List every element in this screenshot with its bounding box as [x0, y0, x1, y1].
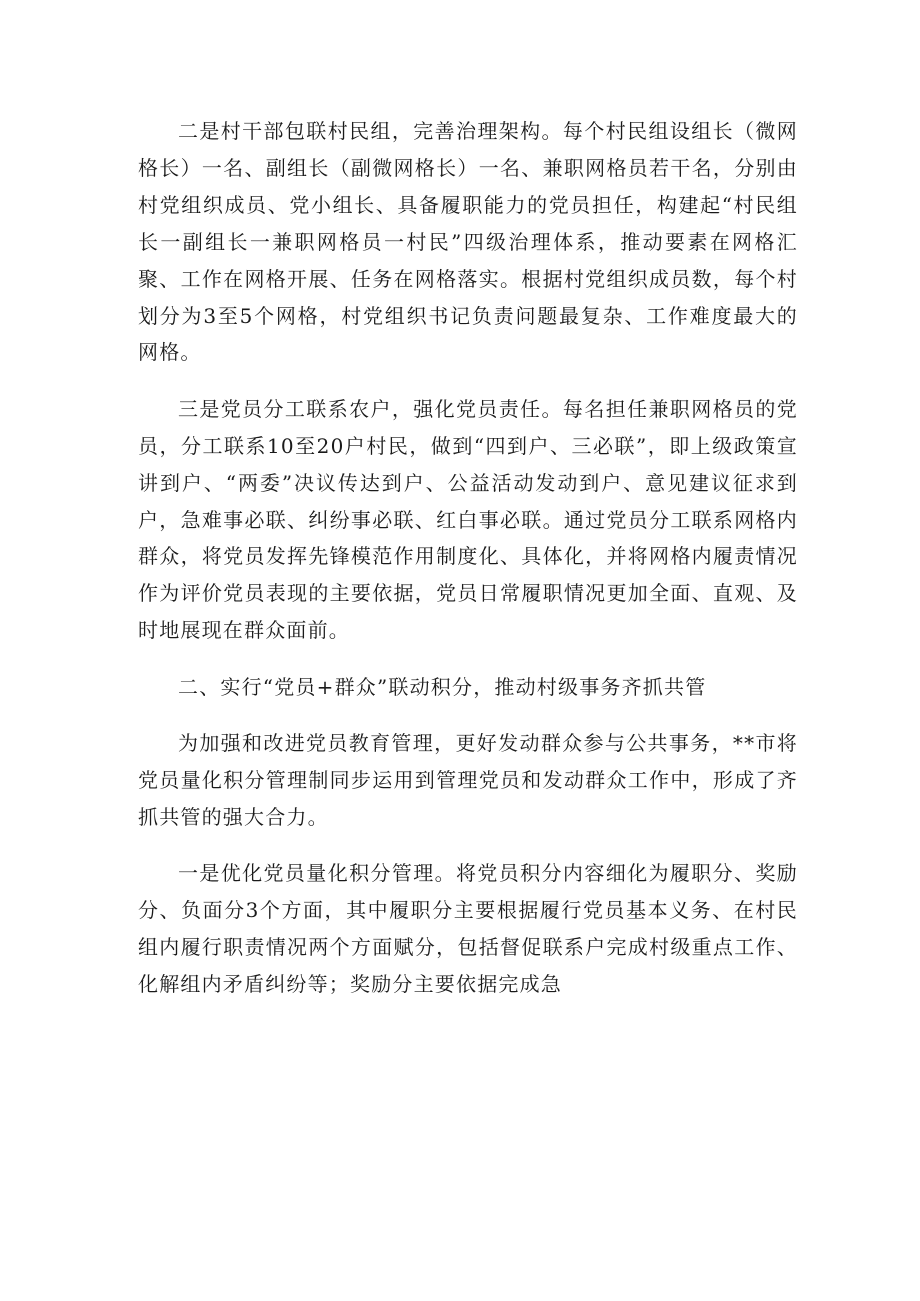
section-heading-points: 二、实行“党员+群众”联动积分，推动村级事务齐抓共管: [178, 674, 707, 699]
paragraph-village-cadre-grid: 二是村干部包联村民组，完善治理架构。每个村民组设组长（微网格长）一名、副组长（副微网格长）一名、兼职网格员若干名，分别由村党组织成员、党小组长、具备履职能力的党员担任，构建起“村民组长一副组长一兼职网格员一村民”四级治理体系，推动要素在网格汇聚、工作在网格开展、任务在网格落实。根据村党组织成员数，每个村划分为3至5个网格，村党组织书记负责问题最复杂、工作难度最大的网格。: [138, 119, 798, 365]
paragraph-points-management: 一是优化党员量化积分管理。将党员积分内容细化为履职分、奖励分、负面分3个方面，其中履职分主要根据履行党员基本义务、在村民组内履行职责情况两个方面赋分，包括督促联系户完成村级重点工作、化解组内矛盾纠纷等；奖励分主要依据完成急: [138, 861, 798, 997]
paragraph-party-member-households: 三是党员分工联系农户，强化党员责任。每名担任兼职网格员的党员，分工联系10至20户村民，做到“四到户、三必联”，即上级政策宣讲到户、“两委”决议传达到户、公益活动发动到户、意见建议征求到户，急难事必联、纠纷事必联、红白事必联。通过党员分工联系网格内群众，将党员发挥先锋模范作用制度化、具体化，并将网格内履责情况作为评价党员表现的主要依据，党员日常履职情况更加全面、直观、及时地展现在群众面前。: [138, 396, 798, 643]
document-body: [138, 113, 798, 1003]
paragraph-points-intro: 为加强和改进党员教育管理，更好发动群众参与公共事务，**市将党员量化积分管理制同步运用到管理党员和发动群众工作中，形成了齐抓共管的强大合力。: [138, 731, 798, 829]
